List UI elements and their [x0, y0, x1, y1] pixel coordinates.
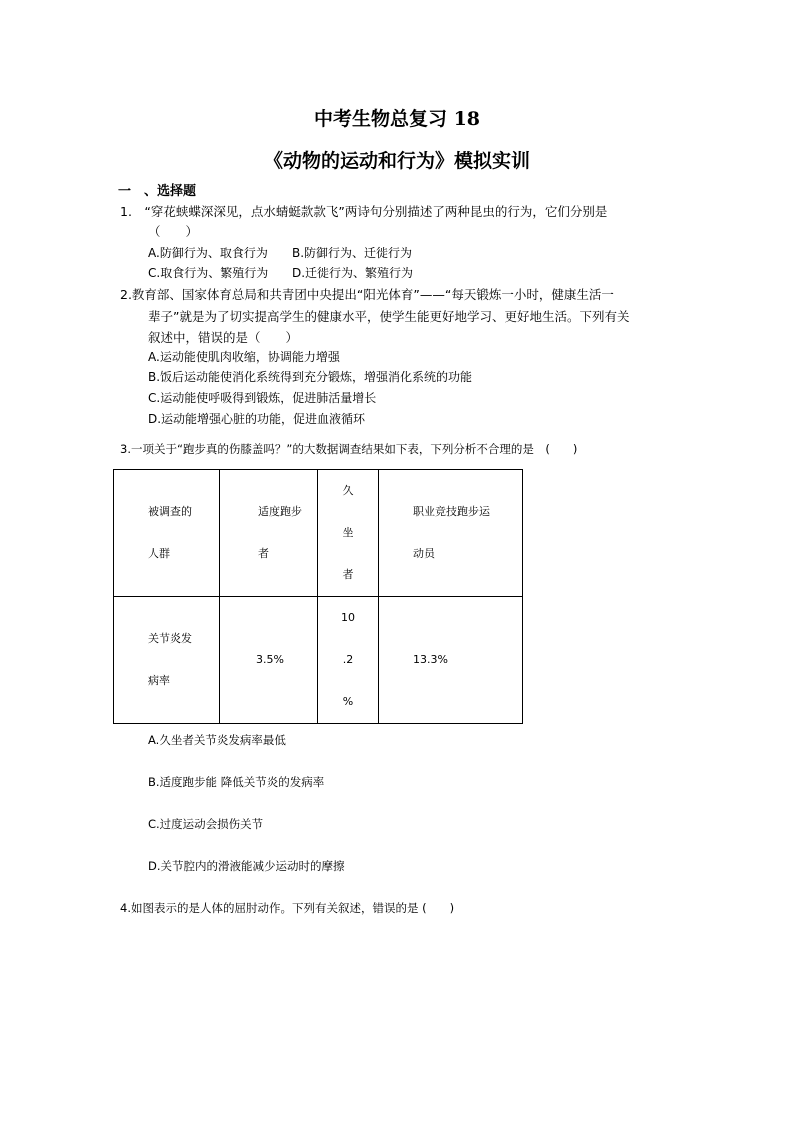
q2-option-c: C.运动能使呼吸得到锻炼，促进肺活量增长	[148, 391, 377, 405]
page-title: 中考生物总复习 18	[313, 108, 481, 130]
q1-stem: 1. “穿花蛱蝶深深见，点水蜻蜓款款飞”两诗句分别描述了两种昆虫的行为，它们分别是	[120, 204, 608, 219]
table-cell: 久 坐 者	[318, 470, 379, 597]
q2-stem-cont2: 叙述中，错误的是（ ）	[148, 330, 299, 345]
q3-option-b: B.适度跑步能 降低关节炎的发病率	[148, 775, 325, 789]
table-header-row	[114, 470, 523, 597]
q2-option-b: B.饭后运动能使消化系统得到充分锻炼，增强消化系统的功能	[148, 370, 473, 384]
table-cell: 职业竞技跑步运 动员	[379, 470, 523, 597]
table-cell: 关节炎发 病率	[114, 597, 220, 724]
q1-stem-cont: （ ）	[148, 224, 199, 239]
table-row	[114, 597, 523, 724]
table-cell: 10 .2 %	[318, 597, 379, 724]
q3-option-d: D.关节腔内的滑液能减少运动时的摩擦	[148, 859, 345, 873]
table-cell: 被调查的 人群	[114, 470, 220, 597]
q3-stem: 3.一项关于“跑步真的伤膝盖吗？”的大数据调查结果如下表，下列分析不合理的是 ( )	[120, 442, 578, 456]
q2-stem-cont: 辈子”就是为了切实提高学生的健康水平，使学生能更好地学习、更好地生活。下列有关	[148, 309, 630, 324]
section-heading: 一 、选择题	[118, 184, 197, 199]
q2-option-d: D.运动能增强心脏的功能，促进血液循环	[148, 412, 366, 426]
q1-option-b: B.防御行为、迁徙行为	[292, 246, 413, 260]
survey-table	[113, 469, 523, 724]
q4-stem: 4.如图表示的是人体的屈肘动作。下列有关叙述，错误的是 ( )	[120, 901, 455, 915]
q1-option-a: A.防御行为、取食行为	[148, 246, 268, 260]
q1-option-c: C.取食行为、繁殖行为	[148, 266, 269, 280]
q3-option-c: C.过度运动会损伤关节	[148, 817, 264, 831]
q3-option-a: A.久坐者关节炎发病率最低	[148, 733, 286, 747]
table-cell: 13.3%	[379, 597, 523, 724]
page-subtitle: 《动物的运动和行为》模拟实训	[263, 150, 530, 172]
table-cell: 适度跑步 者	[220, 470, 318, 597]
q2-stem: 2.教育部、国家体育总局和共青团中央提出“阳光体育”——“每天锻炼一小时，健康生活一	[120, 287, 614, 302]
q1-option-d: D.迁徙行为、繁殖行为	[292, 266, 414, 280]
q2-option-a: A.运动能使肌肉收缩，协调能力增强	[148, 350, 340, 364]
table-cell: 3.5%	[220, 597, 318, 724]
